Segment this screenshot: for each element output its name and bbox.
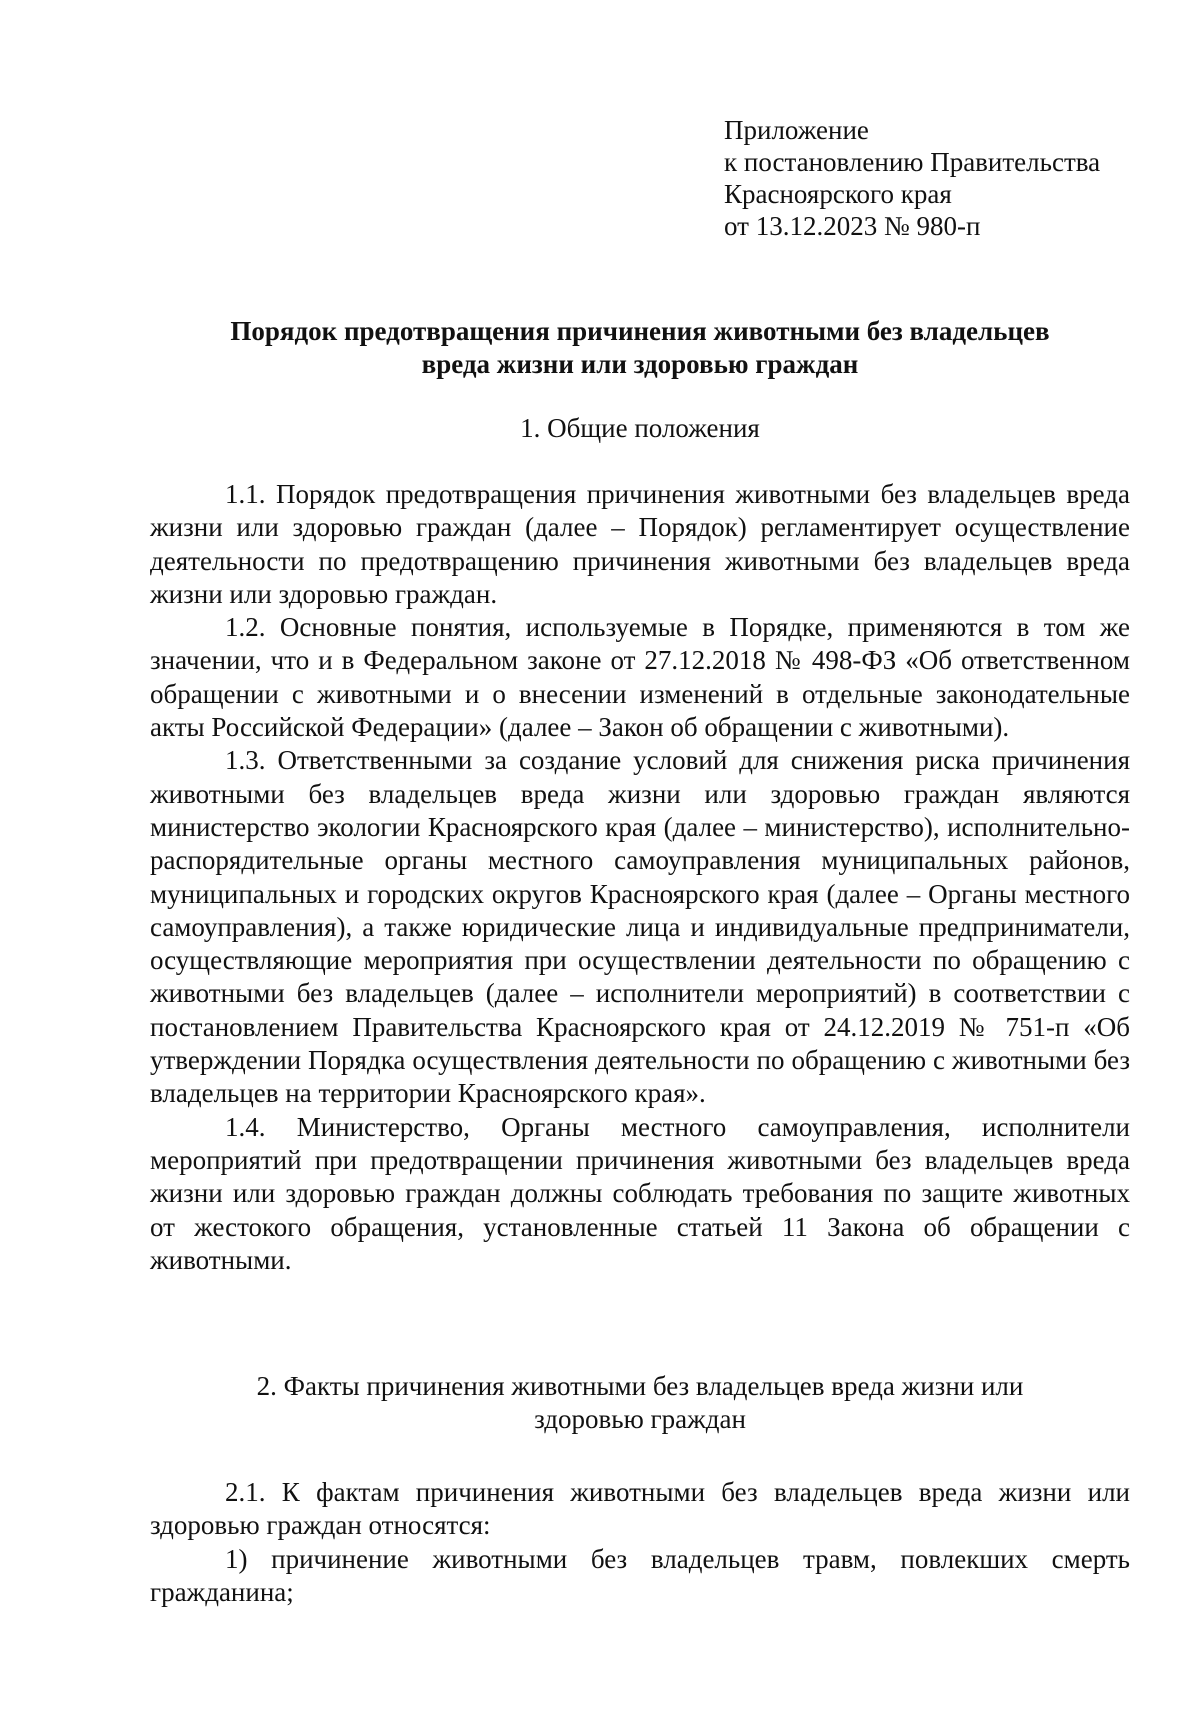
section-2-heading [150,1370,1130,1436]
appendix-line-4: от 13.12.2023 № 980-п [724,211,981,241]
paragraph-2-1-item-1: 1) причинение животными без владельцев травм, повлекших смерть гражданина; [150,1543,1130,1607]
paragraph-1-2: 1.2. Основные понятия, используемые в Порядке, применяются в том же значении, что и в Федеральном законе от 27.12.2018 № 498-ФЗ «Об ответственном обращении с животными и о внесении изменений в отдельные законодательные акты Российской Федерации» (далее – Закон об обращении с животными). [150,612,1130,743]
section-2-body [150,1476,1130,1609]
title-line-1: Порядок предотвращения причинения животными без владельцев [230,316,1050,346]
section-1-body [150,478,1130,1277]
appendix-header [724,114,1100,242]
title-line-2: вреда жизни или здоровью граждан [421,349,859,379]
appendix-line-2: к постановлению Правительства [724,147,1101,177]
section-2-heading-line-2: здоровью граждан [534,1404,746,1434]
appendix-line-3: Красноярского края [724,179,952,209]
section-2-heading-line-1: 2. Факты причинения животными без владельцев вреда жизни или [256,1371,1024,1401]
paragraph-1-1: 1.1. Порядок предотвращения причинения животными без владельцев вреда жизни или здоровью граждан (далее – Порядок) регламентирует осуществление деятельности по предотвращению причинения животными без владельцев вреда жизни или здоровью граждан. [150,479,1130,609]
document-title [150,315,1130,381]
paragraph-2-1: 2.1. К фактам причинения животными без владельцев вреда жизни или здоровью граждан относятся: [150,1477,1130,1541]
section-1-heading: 1. Общие положения [520,413,760,443]
appendix-line-1: Приложение [724,115,869,145]
paragraph-1-3: 1.3. Ответственными за создание условий для снижения риска причинения животными без владельцев вреда жизни или здоровью граждан являются министерство экологии Красноярского края (далее – министерство), исполнительно-распорядительные органы местного самоуправления муниципальных районов, муниципальных и городских округов Красноярского края (далее – Органы местного самоуправления), а также юридические лица и индивидуальные предприниматели, осуществляющие мероприятия при осуществлении деятельности по обращению с животными без владельцев (далее – исполнители мероприятий) в соответствии с постановлением Правительства Красноярского края от 24.12.2019 № 751-п «Об утверждении Порядка осуществления деятельности по обращению с животными без владельцев на территории Красноярского края». [150,745,1130,1109]
paragraph-1-4: 1.4. Министерство, Органы местного самоуправления, исполнители мероприятий при предотвращении причинения животными без владельцев вреда жизни или здоровью граждан должны соблюдать требования по защите животных от жестокого обращения, установленные статьей 11 Закона об обращении с животными. [150,1111,1130,1275]
